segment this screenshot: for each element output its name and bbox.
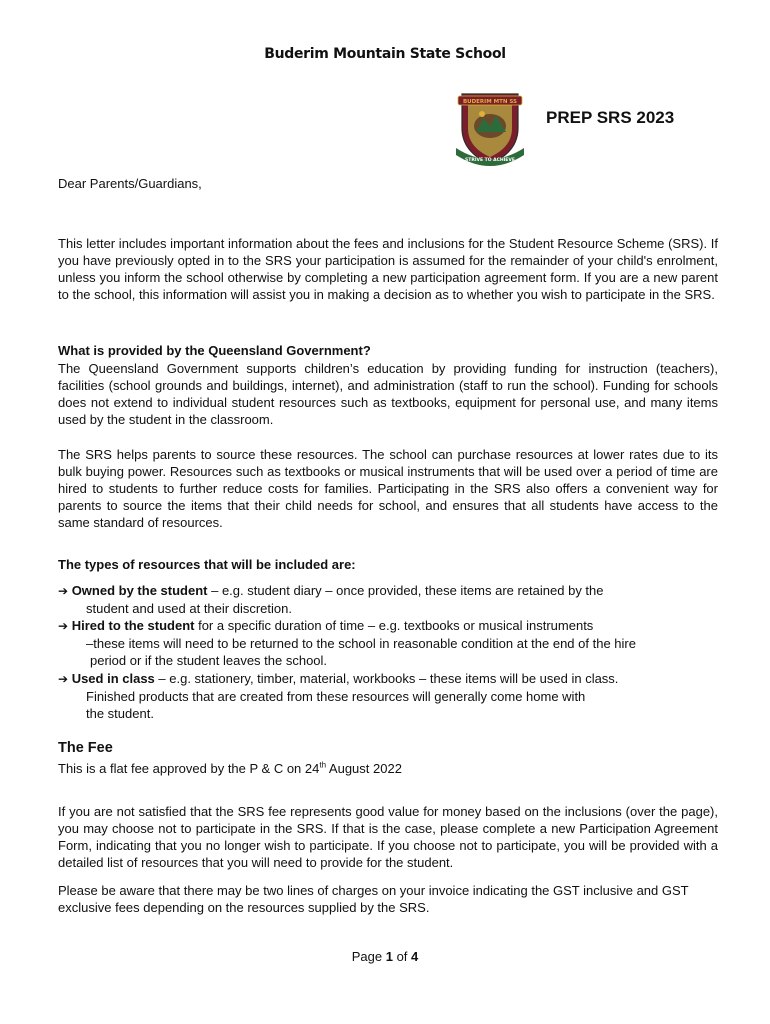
intro-paragraph: This letter includes important information about the fees and inclusions for the Student Resource Scheme (SRS). If you have previously opted in to the SRS your participation is assumed for the remainder of your child's enrolment, unless you inform the school otherwise by completing a new participation agreement form. If you are a new parent to the school, this information will assist you in making a decision as to whether you wish to participate in the SRS. bbox=[58, 236, 718, 302]
bullet-continuation: the student. bbox=[86, 706, 154, 721]
gst-note-paragraph: Please be aware that there may be two lines of charges on your invoice indicating the GST inclusive and GST exclusive fees depending on the resources supplied by the SRS. bbox=[58, 883, 689, 915]
bullet-hired-to-student bbox=[58, 617, 718, 669]
bullet-continuation: period or if the student leaves the school. bbox=[90, 653, 328, 668]
document-title: PREP SRS 2023 bbox=[546, 108, 675, 127]
fee-line bbox=[58, 760, 718, 777]
page-number bbox=[0, 949, 770, 964]
bullet-label: Used in class bbox=[71, 671, 155, 686]
of-word: of bbox=[392, 949, 412, 964]
bullet-label: Hired to the student bbox=[71, 618, 195, 633]
bullet-label: Owned by the student bbox=[71, 583, 208, 598]
crest-motto-text: STRIVE TO ACHIEVE bbox=[465, 158, 515, 163]
qld-government-paragraph: The Queensland Government supports children’s education by providing funding for instruction (teachers), facilities (school grounds and buildings, internet), and administration (staff to run the school). Funding for schools does not extend to individual student resources such as textbooks, equipment for personal use, and many items used by the student in the classroom. bbox=[58, 361, 718, 427]
fee-line-date: August 2022 bbox=[326, 761, 402, 776]
school-crest-logo bbox=[454, 88, 526, 166]
bullet-continuation: student and used at their discretion. bbox=[86, 601, 292, 616]
qld-government-heading: What is provided by the Queensland Government? bbox=[58, 343, 371, 358]
fee-line-superscript: th bbox=[319, 760, 327, 770]
bullet-owned-by-student bbox=[58, 582, 718, 617]
total-pages: 4 bbox=[411, 949, 419, 964]
page-word: Page bbox=[351, 949, 386, 964]
not-satisfied-paragraph: If you are not satisfied that the SRS fee represents good value for money based on the inclusions (over the page), you may choose not to participate in the SRS. If that is the case, please complete a new Participation Agreement Form, indicating that you no longer wish to participate. If you choose not to participate, you will be provided with a detailed list of resources that you will need to provide for the student. bbox=[58, 804, 718, 870]
bullet-used-in-class bbox=[58, 670, 718, 722]
current-page: 1 bbox=[385, 949, 393, 964]
resource-types-heading: The types of resources that will be included are: bbox=[58, 557, 356, 572]
bullet-continuation: –these items will need to be returned to the school in reasonable condition at the end of the hire bbox=[86, 636, 636, 651]
bullet-continuation: Finished products that are created from these resources will generally come home with bbox=[86, 689, 586, 704]
crest-banner-text: BUDERIM MTN SS bbox=[462, 99, 518, 105]
arrow-right-icon: ➔ bbox=[58, 619, 69, 633]
srs-paragraph: The SRS helps parents to source these resources. The school can purchase resources at lower rates due to its bulk buying power. Resources such as textbooks or musical instruments that will be used over a period of time are hired to students to further reduce costs for families. Participating in the SRS also offers a convenient way for parents to source the items that their child needs for school, and ensures that all students have access to the same standard of resources. bbox=[58, 447, 718, 530]
bullet-text: – e.g. student diary – once provided, these items are retained by the bbox=[207, 583, 604, 598]
arrow-right-icon: ➔ bbox=[58, 672, 69, 686]
school-name: Buderim Mountain State School bbox=[264, 46, 506, 62]
bullet-text: – e.g. stationery, timber, material, workbooks – these items will be used in class. bbox=[154, 671, 619, 686]
fee-heading: The Fee bbox=[58, 740, 113, 756]
bullet-text: for a specific duration of time – e.g. textbooks or musical instruments bbox=[194, 618, 594, 633]
arrow-right-icon: ➔ bbox=[58, 584, 69, 598]
fee-line-text: This is a flat fee approved by the P & C on 24 bbox=[58, 761, 320, 776]
salutation: Dear Parents/Guardians, bbox=[58, 176, 202, 191]
